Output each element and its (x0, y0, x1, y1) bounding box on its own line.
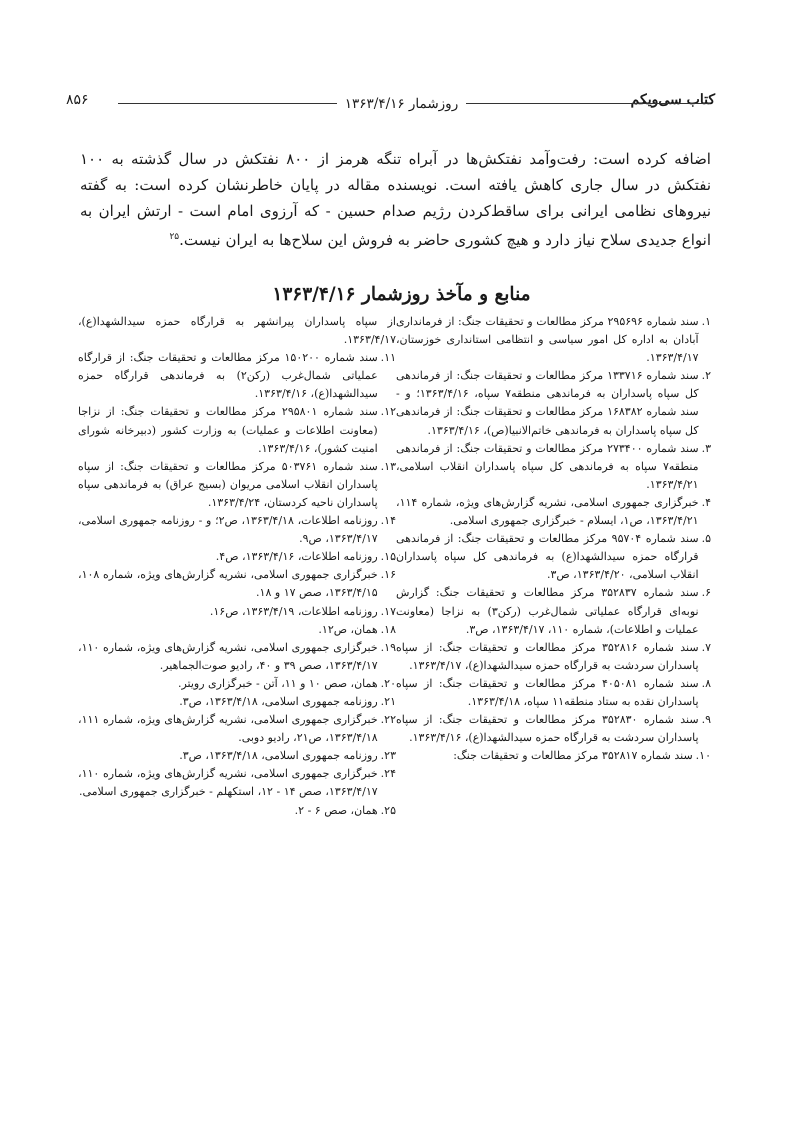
reference-number: ۶. (701, 586, 711, 600)
reference-text: سند شماره ۵۰۳۷۶۱ مرکز مطالعات و تحقیقات جنگ: از سپاه پاسداران انقلاب اسلامی مریوان (بسیج عراق) به فرماندهی سپاه پاسداران ناحیه کردستان، ۱۳۶۳/۴/۲۴. (78, 459, 378, 509)
reference-item (78, 711, 396, 747)
reference-number: ۲۲. (380, 713, 396, 727)
reference-text: سند شماره ۱۳۳۷۱۶ مرکز مطالعات و تحقیقات جنگ: از فرماندهی کل سپاه پاسداران به فرماندهی منطقه۷ سپاه، ۱۳۶۳/۴/۱۶؛ و - سند شماره ۱۶۸۳۸۲ مرکز مطالعات و تحقیقات جنگ: از فرماندهی کل سپاه پاسداران به فرماندهی خاتم‌الانبیا(ص)، ۱۳۶۳/۴/۱۶. (396, 369, 699, 437)
reference-text: سند شماره ۹۵۷۰۴ مرکز مطالعات و تحقیقات جنگ: از فرماندهی قرارگاه حمزه سیدالشهدا(ع) به فرماندهی کل سپاه پاسداران انقلاب اسلامی، ۱۳۶۳/۴/۲۰، ص۳. (396, 532, 699, 582)
reference-text: روزنامه اطلاعات، ۱۳۶۳/۴/۱۶، ص۴. (215, 550, 378, 564)
reference-text: همان، ص۱۲. (318, 622, 378, 636)
reference-item (78, 512, 396, 548)
reference-number: ۲۱. (380, 694, 396, 708)
reference-item (396, 440, 711, 494)
reference-text: خبرگزاری جمهوری اسلامی، نشریه گزارش‌های ویژه، شماره ۱۰۸، ۱۳۶۳/۴/۱۵، صص ۱۷ و ۱۸. (78, 568, 378, 600)
intro-text: اضافه کرده است: رفت‌وآمد نفتکش‌ها در آبراه تنگه هرمز از ۸۰۰ نفتکش در سال گذشته به ۱۰۰ نفتکش در سال جاری کاهش یافته است. نویسنده مقاله در پایان خاطرنشان کرده است: به گفته نیروهای نظامی ایرانی برای ساقط‌کردن رژیم صدام حسین - که آرزوی امام است - ارتش ایران به انواع جدیدی سلاح نیاز دارد و هیچ کشوری حاضر به فروش این سلاح‌ها به ایران نیست. (80, 150, 711, 249)
reference-text: سند شماره ۳۵۲۸۳۰ مرکز مطالعات و تحقیقات جنگ: از سپاه پاسداران سردشت به قرارگاه حمزه سیدالشهدا(ع)، ۱۳۶۳/۴/۱۶. (396, 713, 699, 745)
reference-item (396, 747, 711, 765)
reference-item (78, 621, 396, 639)
reference-text: سند شماره ۳۵۲۸۱۷ مرکز مطالعات و تحقیقات جنگ: (453, 749, 693, 763)
reference-text: خبرگزاری جمهوری اسلامی، نشریه گزارش‌های ویژه، شماره ۱۱۰، ۱۳۶۳/۴/۱۷، صص ۱۴ - ۱۲، استکهلم - خبرگزاری جمهوری اسلامی. (78, 767, 378, 799)
reference-item (78, 639, 396, 675)
reference-number: ۱۶. (380, 568, 396, 582)
reference-item (78, 458, 396, 512)
reference-item (78, 349, 396, 403)
references-right-column (396, 313, 711, 765)
reference-item (78, 802, 396, 820)
reference-text: خبرگزاری جمهوری اسلامی، نشریه گزارش‌های ویژه، شماره ۱۱۴، ۱۳۶۳/۴/۲۱، ص۱، ایسلام - خبرگزاری جمهوری اسلامی. (396, 495, 699, 528)
reference-number: ۲. (701, 369, 711, 383)
reference-continuation: از سپاه پاسداران پیرانشهر به قرارگاه حمزه سیدالشهدا(ع)، ۱۳۶۳/۴/۱۷. (78, 315, 396, 347)
reference-text: روزنامه جمهوری اسلامی، ۱۳۶۳/۴/۱۸، ص۳. (179, 749, 378, 763)
reference-text: سند شماره ۱۵۰۲۰۰ مرکز مطالعات و تحقیقات جنگ: از قرارگاه عملیاتی شمال‌غرب (رکن۲) به فرماندهی قرارگاه حمزه سیدالشهدا(ع)، ۱۳۶۳/۴/۱۶. (78, 351, 378, 401)
reference-item (396, 675, 711, 711)
reference-number: ۲۳. (380, 749, 396, 763)
reference-number: ۱۰. (695, 749, 711, 763)
reference-text: همان، صص ۶ - ۲. (294, 803, 378, 817)
footnote-marker: ۲۵ (169, 232, 180, 242)
reference-number: ۲۰. (380, 676, 396, 690)
reference-number: ۸. (701, 676, 711, 690)
reference-text: روزنامه اطلاعات، ۱۳۶۳/۴/۱۹، ص۱۶. (209, 604, 378, 618)
page-number: ۸۵۶ (66, 92, 89, 108)
reference-number: ۲۴. (380, 767, 396, 781)
reference-text: خبرگزاری جمهوری اسلامی، نشریه گزارش‌های ویژه، شماره ۱۱۰، ۱۳۶۳/۴/۱۷، صص ۳۹ و ۴۰، رادیو صوت‌الجماهیر. (78, 640, 378, 672)
reference-text: همان، صص ۱۰ و ۱۱، آتن - خبرگزاری رویتر. (177, 676, 378, 690)
reference-item (396, 367, 711, 439)
reference-text: سند شماره ۴۰۵۰۸۱ مرکز مطالعات و تحقیقات جنگ: از سپاه پاسداران نقده به ستاد منطقه۱۱ سپاه، ۱۳۶۳/۴/۱۸. (396, 676, 699, 708)
reference-item (78, 548, 396, 566)
reference-text: سند شماره ۳۵۲۸۳۷ مرکز مطالعات و تحقیقات جنگ: گزارش نوبه‌ای قرارگاه عملیاتی شمال‌غرب (رکن۳) به نزاجا (معاونت عملیات و اطلاعات)، شماره ۱۱۰، ۱۳۶۳/۴/۱۷، ص۳. (396, 586, 699, 636)
running-header-book-title: کتاب سی‌ویکم (630, 92, 715, 108)
reference-number: ۱۴. (380, 514, 396, 528)
intro-paragraph (80, 146, 711, 253)
reference-number: ۱۵. (380, 550, 396, 564)
reference-text: سند شماره ۳۵۲۸۱۶ مرکز مطالعات و تحقیقات جنگ: از سپاه پاسداران سردشت به قرارگاه حمزه سیدالشهدا(ع)، ۱۳۶۳/۴/۱۷. (396, 640, 699, 672)
reference-item (78, 675, 396, 693)
reference-number: ۱۹. (380, 640, 396, 654)
reference-item (396, 639, 711, 675)
reference-item (396, 313, 711, 367)
reference-item (396, 494, 711, 530)
reference-item (78, 603, 396, 621)
reference-number: ۱۷. (380, 604, 396, 618)
running-header-date-title: روزشمار ۱۳۶۳/۴/۱۶ (337, 96, 466, 112)
reference-text: روزنامه جمهوری اسلامی، ۱۳۶۳/۴/۱۸، ص۳. (179, 694, 378, 708)
reference-number: ۵. (701, 532, 711, 546)
running-header-center (0, 93, 803, 112)
reference-item (78, 566, 396, 602)
reference-text: سند شماره ۲۹۵۸۰۱ مرکز مطالعات و تحقیقات جنگ: از نزاجا (معاونت اطلاعات و عملیات) به وزارت کشور (دبیرخانه شورای امنیت کشور)، ۱۳۶۳/۴/۱۶. (78, 405, 378, 455)
reference-item (396, 530, 711, 584)
reference-number: ۱۳. (380, 459, 396, 473)
reference-text: سند شماره ۲۹۵۶۹۶ مرکز مطالعات و تحقیقات جنگ: از فرمانداری آبادان به اداره کل امور سیاسی و انتظامی استانداری خوزستان، ۱۳۶۳/۴/۱۷. (396, 315, 699, 365)
reference-number: ۴. (701, 495, 711, 509)
reference-number: ۱۲. (380, 405, 396, 419)
reference-text: روزنامه اطلاعات، ۱۳۶۳/۴/۱۸، ص۲؛ و - روزنامه جمهوری اسلامی، ۱۳۶۳/۴/۱۷، ص۹. (78, 514, 378, 546)
reference-number: ۱۱. (380, 351, 396, 365)
reference-item (78, 747, 396, 765)
section-title: منابع و مآخذ روزشمار ۱۳۶۳/۴/۱۶ (272, 284, 531, 305)
reference-number: ۷. (701, 640, 711, 654)
reference-number: ۱. (701, 315, 711, 328)
reference-text: سند شماره ۲۷۳۴۰۰ مرکز مطالعات و تحقیقات جنگ: از فرماندهی منطقه۷ سپاه به فرماندهی کل سپاه پاسداران انقلاب اسلامی، ۱۳۶۳/۴/۲۱. (396, 441, 699, 491)
reference-item (396, 711, 711, 747)
reference-item (78, 403, 396, 457)
reference-number: ۱۸. (380, 622, 396, 636)
reference-number: ۹. (701, 713, 711, 727)
reference-item (78, 693, 396, 711)
references-left-column (78, 313, 396, 820)
reference-number: ۳. (701, 441, 711, 455)
reference-item (78, 765, 396, 801)
reference-text: خبرگزاری جمهوری اسلامی، نشریه گزارش‌های ویژه، شماره ۱۱۱، ۱۳۶۳/۴/۱۸، ص۲۱، رادیو دوبی. (78, 713, 378, 745)
reference-item (396, 584, 711, 638)
reference-number: ۲۵. (380, 803, 396, 817)
